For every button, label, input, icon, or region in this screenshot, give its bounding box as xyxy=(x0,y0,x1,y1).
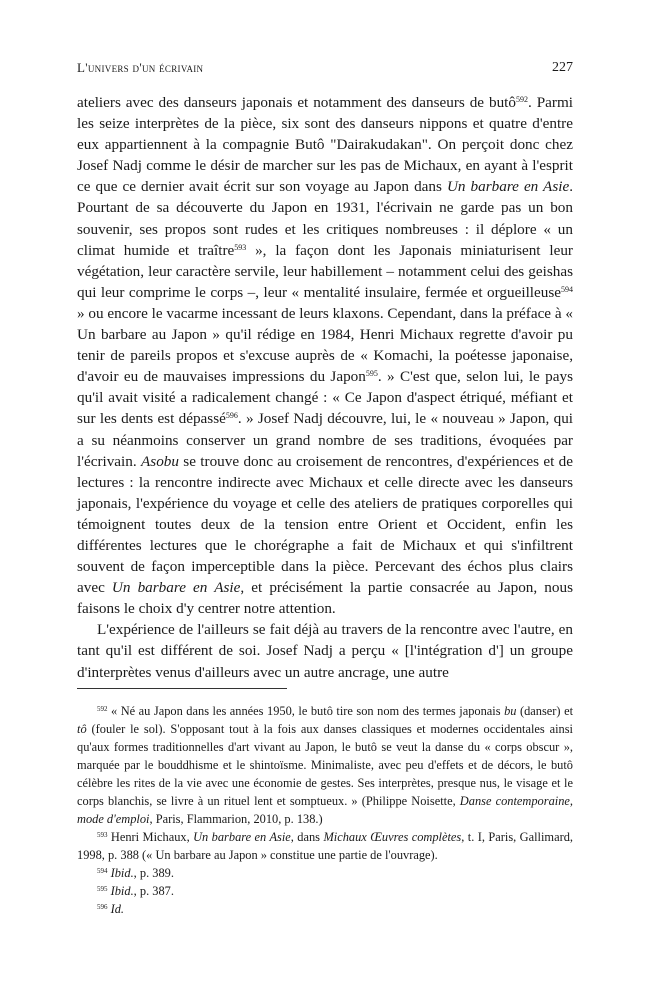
italic-text: Un barbare en Asie xyxy=(111,579,241,597)
footnote-marker: 593 xyxy=(97,831,108,839)
text-run: Henri Michaux, xyxy=(107,830,194,844)
text-run: ateliers avec des danseurs japonais et notamment des danseurs de butô xyxy=(77,94,516,111)
text-run: . » Josef Nadj découvre, lui, le « nouveau » Japon, qui a su néanmoins conserver un grand nombre de ses traditions, évoquées par l'écrivain. xyxy=(77,410,574,470)
text-run: . » C'est que, selon lui, le pays qu'il avait visité a radicalement changé : « Ce Japon d'aspect étriqué, méfiant et sur les dents est dépassé xyxy=(77,368,573,428)
footnote-marker: 594 xyxy=(561,284,573,294)
footnote-marker: 593 xyxy=(234,242,247,252)
running-header xyxy=(77,60,573,80)
italic-text: Un barbare en Asie xyxy=(446,178,570,196)
text-run: , p. 389. xyxy=(133,866,174,880)
footnote-594 xyxy=(77,864,573,882)
footnote-marker: 595 xyxy=(365,369,378,379)
footnote-593 xyxy=(77,828,573,864)
text-run: , p. 387. xyxy=(133,884,174,898)
paragraph xyxy=(77,92,573,619)
footnote-separator xyxy=(77,688,287,689)
italic-text: bu xyxy=(504,704,517,718)
text-run: L'expérience de l'ailleurs se fait déjà au travers de la rencontre avec l'autre, en tant qu'il est différent de soi. Josef Nadj a perçu « [l'intégration d'] un groupe d'interprètes venus d'ailleurs avec un autre ancrage, une autre xyxy=(77,621,573,681)
italic-text: Asobu xyxy=(141,452,179,470)
footnote-marker: 596 xyxy=(97,903,108,911)
main-text xyxy=(77,92,573,683)
footnote-marker: 595 xyxy=(97,885,108,893)
footnote-596 xyxy=(77,900,573,918)
paragraph xyxy=(77,619,573,682)
italic-text: Un barbare en Asie xyxy=(193,830,291,844)
text-run: se trouve donc au croisement de rencontres, d'expériences et de lectures : la rencontre indirecte avec Michaux et celle directe avec les danseurs japonais, l'expérience du voyage et celle des ateliers de pratiques corporelles qui témoignent toutes deux de la tension entre Orient et Occident, enfin les différentes lectures que le chorégraphe a fait de Michaux et qui s'infiltrent souvent de façon imperceptible dans la pièce. Percevant des échos plus clairs avec xyxy=(77,452,573,597)
italic-text: Ibid. xyxy=(110,884,134,898)
footnote-592 xyxy=(77,702,573,828)
footnote-marker: 596 xyxy=(225,411,238,421)
italic-text: tô xyxy=(77,722,87,736)
text-run: , t. I, Paris, Gallimard, 1998, p. 388 (« Un barbare au Japon » constitue une partie de l'ouvrage). xyxy=(77,830,573,862)
text-run: . Parmi les seize interprètes de la pièce, six sont des danseurs nippons et quatre d'entre eux appartiennent à la compagnie Butô "Dairakudakan". On perçoit donc chez Josef Nadj comme le désir de marcher sur les pas de Michaux, en ayant à l'esprit ce que ce dernier avait écrit sur son voyage au Japon dans xyxy=(77,94,573,196)
italic-text: Ibid. xyxy=(110,866,134,880)
italic-text: Id. xyxy=(110,902,125,916)
text-run: « Né au Japon dans les années 1950, le butô tire son nom des termes japonais xyxy=(107,704,505,718)
footnote-595 xyxy=(77,882,573,900)
footnote-marker: 592 xyxy=(97,705,108,713)
text-run: , et précisément la partie consacrée au Japon, nous faisons le choix d'y centrer notre attention. xyxy=(77,579,573,618)
text-run: », la façon dont les Japonais miniaturisent leur végétation, leur caractère servile, leur habillement – notamment celui des geishas qui leur comprime le corps –, leur « mentalité insulaire, fermée et orgueilleuse xyxy=(77,241,573,301)
text-run: (danser) et xyxy=(516,704,574,718)
footnote-marker: 594 xyxy=(97,867,108,875)
running-title: L'univers d'un écrivain xyxy=(77,60,204,75)
footnotes xyxy=(77,702,573,918)
text-run: . Pourtant de sa découverte du Japon en 1931, l'écrivain ne garde pas un bon souvenir, ses propos sont rudes et les critiques nombreuses : il déplore « un climat humide et traître xyxy=(77,178,573,259)
italic-text: Danse contemporaine, mode d'emploi xyxy=(77,794,573,826)
text-run: , dans xyxy=(290,830,324,844)
italic-text: Michaux Œuvres complètes xyxy=(323,830,462,844)
footnote-marker: 592 xyxy=(515,95,528,104)
text-run: » ou encore le vacarme incessant de leurs klaxons. Cependant, dans la préface à « Un barbare au Japon » qu'il rédige en 1984, Henri Michaux regrette d'avoir pu tenir de pareils propos et s'excuse auprès de « Komachi, la poétesse japonaise, d'avoir eu de mauvaises impressions du Japon xyxy=(77,304,573,386)
page-number: 227 xyxy=(552,60,573,75)
text-run: , Paris, Flammarion, 2010, p. 138.) xyxy=(149,812,323,826)
text-run: (fouler le sol). S'opposant tout à la fois aux danses classiques et modernes occidentales ainsi qu'aux formes traditionnelles d'art vivant au Japon, le butô se veut la danse du « corps obscur », marquée par le bouddhisme et le shintoïsme. Minimaliste, avec peu d'effets et de décors, le butô célèbre les rites de la vie avec une économie de gestes. Ses interprètes, presque nus, le visage et le corps blanchis, se livre à un rituel lent et somptueux. » (Philippe Noisette, xyxy=(77,722,573,808)
